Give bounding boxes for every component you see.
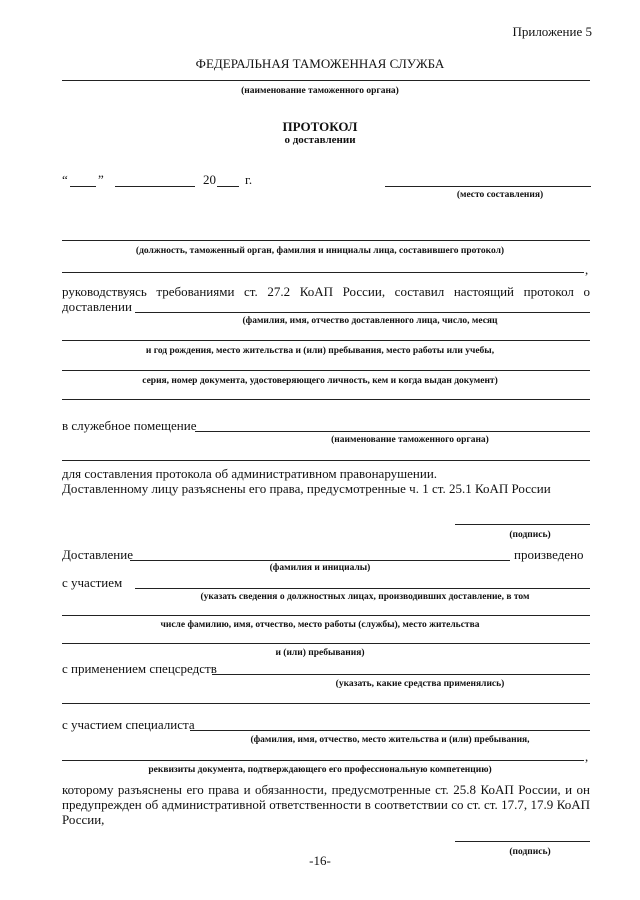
specialist-line-2 [62, 760, 584, 761]
month-line [115, 186, 195, 187]
participation-caption-3: и (или) пребывания) [275, 648, 365, 658]
day-line [70, 186, 96, 187]
closing-line-2: предупрежден об административной ответственности в соответствии со ст. ст. 17.7, 17.9 КоАП [62, 797, 590, 812]
composer-line-2 [62, 272, 584, 273]
detainee-caption-name: (фамилия, имя, отчество доставленного лица, число, месяц [242, 316, 498, 326]
detainee-line-1 [135, 312, 590, 313]
appendix-label: Приложение 5 [512, 24, 592, 39]
agency-name: ФЕДЕРАЛЬНАЯ ТАМОЖЕННАЯ СЛУЖБА [195, 56, 445, 71]
special-means-caption: (указать, какие средства применялись) [335, 679, 505, 689]
participation-line-1 [135, 588, 590, 589]
specialist-caption-1: (фамилия, имя, отчество, место жительства и (или) пребывания, [250, 735, 530, 745]
delivery-done: произведено [514, 547, 584, 562]
purpose-text: для составления протокола об административном правонарушении. [62, 466, 438, 481]
office-caption: (наименование таможенного органа) [331, 435, 489, 445]
specialist-label: с участием специалиста [62, 717, 195, 732]
delivery-label: Доставление [62, 547, 133, 562]
date-open-quote: “ [62, 172, 68, 187]
signature-caption-2: (подпись) [509, 847, 551, 857]
agency-caption: (наименование таможенного органа) [241, 86, 399, 96]
detainee-line-4 [62, 399, 590, 400]
place-caption: (место составления) [456, 190, 544, 200]
closing-line-3: России, [62, 812, 105, 827]
page-number: -16- [309, 853, 331, 868]
detainee-caption-doc: серия, номер документа, удостоверяющего личность, кем и когда выдан документ) [142, 376, 498, 386]
specialist-comma: , [585, 749, 589, 764]
statement-line-2: доставлении [62, 299, 132, 314]
signature-line-1 [455, 524, 590, 525]
office-line-2 [62, 460, 590, 461]
delivery-name-line [130, 560, 510, 561]
document-title: ПРОТОКОЛ [282, 119, 358, 134]
document-subtitle: о доставлении [284, 134, 356, 146]
special-means-line [212, 674, 590, 675]
special-means-line-2 [62, 703, 590, 704]
participation-label: с участием [62, 575, 123, 590]
office-label: в служебное помещение [62, 418, 197, 433]
specialist-caption-2: реквизиты документа, подтверждающего его профессиональную компетенцию) [148, 765, 492, 775]
year-prefix: 20 [203, 172, 216, 187]
delivery-name-caption: (фамилия и инициалы) [269, 563, 371, 573]
composer-line-1 [62, 240, 590, 241]
specialist-line-1 [190, 730, 590, 731]
year-line [217, 186, 239, 187]
office-line [195, 431, 590, 432]
participation-caption-2: числе фамилию, имя, отчество, место работы (службы), место жительства [160, 620, 480, 630]
closing-line-1: которому разъяснены его права и обязанности, предусмотренные ст. 25.8 КоАП России, и он [62, 782, 590, 797]
agency-line [62, 80, 590, 81]
special-means-label: с применением спецсредств [62, 661, 217, 676]
detainee-caption-birth: и год рождения, место жительства и (или) пребывания, место работы или учебы, [145, 346, 495, 356]
participation-line-2 [62, 615, 590, 616]
year-suffix: г. [245, 172, 253, 187]
composer-comma: , [585, 262, 589, 277]
participation-caption-1: (указать сведения о должностных лицах, производивших доставление, в том [200, 592, 530, 602]
detainee-line-3 [62, 370, 590, 371]
date-close-quote: ” [98, 172, 104, 187]
composer-caption: (должность, таможенный орган, фамилия и инициалы лица, составившего протокол) [135, 246, 505, 256]
place-line [385, 186, 591, 187]
signature-line-2 [455, 841, 590, 842]
statement-line-1: руководствуясь требованиями ст. 27.2 КоАП России, составил настоящий протокол о [62, 284, 590, 299]
rights-text: Доставленному лицу разъяснены его права, предусмотренные ч. 1 ст. 25.1 КоАП России [62, 481, 551, 496]
participation-line-3 [62, 643, 590, 644]
detainee-line-2 [62, 340, 590, 341]
signature-caption-1: (подпись) [509, 530, 551, 540]
